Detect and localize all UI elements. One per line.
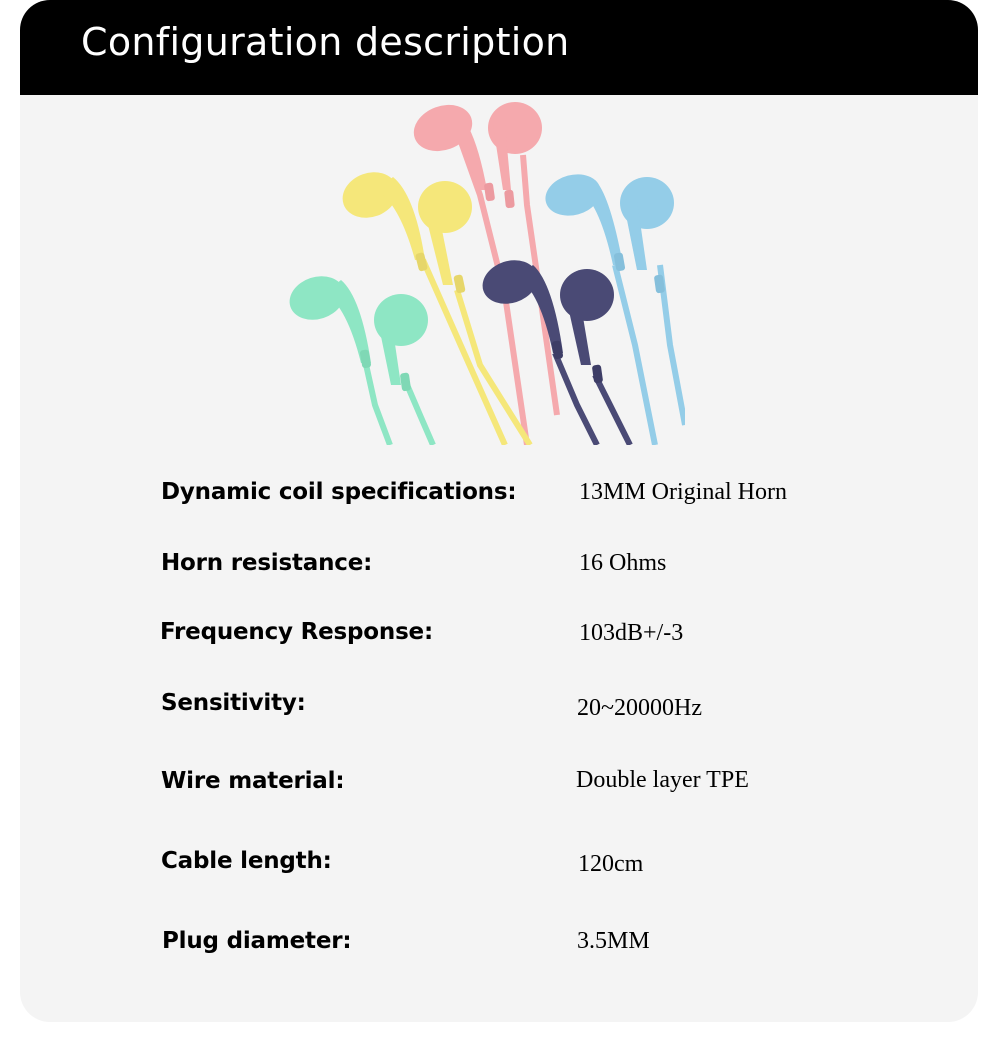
spec-value-horn-resistance: 16 Ohms: [579, 550, 667, 576]
spec-value-dynamic-coil: 13MM Original Horn: [579, 479, 787, 505]
blue-earphones: [541, 168, 685, 445]
header-bar: [20, 0, 978, 95]
page-title: Configuration description: [81, 20, 570, 64]
spec-label-plug-diameter: Plug diameter:: [162, 928, 352, 954]
spec-label-frequency-response: Frequency Response:: [160, 619, 433, 645]
green-earphones: [284, 269, 433, 445]
earphones-image: [265, 95, 685, 445]
spec-label-sensitivity: Sensitivity:: [161, 690, 306, 716]
spec-label-horn-resistance: Horn resistance:: [161, 550, 373, 576]
spec-value-plug-diameter: 3.5MM: [577, 928, 650, 954]
yellow-earphones: [336, 165, 530, 445]
spec-value-sensitivity: 20~20000Hz: [577, 695, 702, 721]
spec-label-wire-material: Wire material:: [161, 768, 345, 794]
navy-earphones: [477, 253, 630, 445]
spec-value-wire-material: Double layer TPE: [576, 767, 749, 793]
spec-label-cable-length: Cable length:: [161, 848, 332, 874]
spec-value-cable-length: 120cm: [578, 851, 644, 877]
spec-value-frequency-response: 103dB+/-3: [579, 620, 684, 646]
spec-label-dynamic-coil: Dynamic coil specifications:: [161, 479, 517, 505]
earphone-group: [284, 97, 685, 445]
